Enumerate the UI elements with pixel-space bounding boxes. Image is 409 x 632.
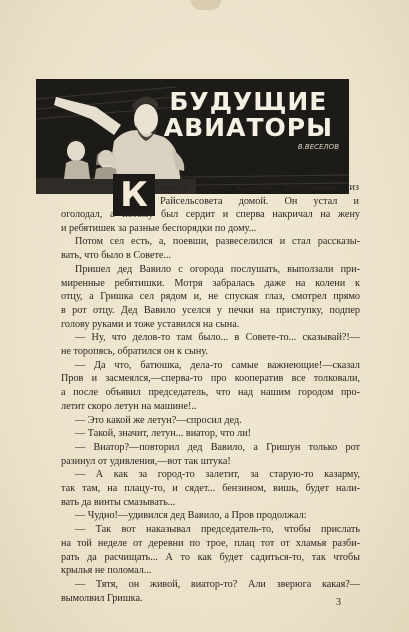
text-line: вать, что было в Совете... [61, 250, 172, 262]
text-line: — Тятя, он живой, виатор-то? Али зверюга какая?— [75, 578, 360, 590]
text-line: летит скоро летун на машине!.. [61, 400, 197, 412]
first-lines-block [160, 181, 359, 208]
text-line: на той неделе от деревни по трое, плац тот от хламья разби- [61, 537, 360, 549]
text-line: а после объявил председатель, что над нашим городом про- [61, 387, 360, 399]
text-line: — Это какой же летун?—спросил дед. [75, 414, 242, 426]
text-line: — Ну, что делов-то там было... в Совете-то... сказывай?!— [75, 332, 360, 344]
text-line: рать да расчищать... А то как будет садиться-то, так чтобы [61, 551, 360, 563]
page-number: 3 [336, 597, 341, 608]
text-line: — Виатор?—повторил дед Вавило, а Гришун только рот [75, 441, 360, 453]
body-text [61, 208, 360, 605]
title-line-2: АВИАТОРЫ [163, 113, 333, 142]
text-line: Пров и засмеялся,—сперва-то про кооператив все толковали, [61, 373, 360, 385]
drop-cap: К [113, 174, 155, 216]
text-line: Потом сел есть, а, поевши, развеселился и стал рассказы- [75, 236, 360, 248]
text-line: оголодал, а потому был сердит и сперва накричал на жену [61, 209, 360, 220]
text-line: миренные ребятишки. Мотря забралась даже на колени к [61, 277, 360, 289]
text-line: голову руками и тоже уставился на сына. [61, 318, 240, 330]
text-line: не торопясь, обратился он к сыну. [61, 346, 208, 358]
text-line: — Так вот наказывал председатель-то, чтобы прислать [75, 524, 360, 536]
text-line: и ребятишек за разные беспорядки по дому... [61, 222, 257, 234]
text-line: вечеру Пров Кузьмин возвратился из [160, 182, 359, 193]
text-line: — Да что, батюшка, дела-то самые важнеющие!—сказал [75, 359, 360, 371]
text-line: в рот отцу. Дед Вавило уселся у печки на приступку, подпер [61, 304, 360, 316]
text-line: Райсельсовета домой. Он устал и [160, 195, 359, 207]
text-line: вымолвил Гришка. [61, 592, 143, 604]
text-line: крылья не поломал... [61, 565, 152, 577]
text-line: вать да винты смазывать... [61, 496, 176, 508]
text-line: так там, на плацу-то, и сядет... бензином, вишь, будет нали- [61, 483, 360, 495]
title-line-1: БУДУЩИЕ [169, 87, 328, 116]
text-line: — Такой, значит, летун... виатор, что ли! [75, 428, 252, 440]
text-line: отцу, а Гришка сел рядом и, не спуская глаз, смотрел прямо [61, 291, 360, 303]
text-line: — А как за город-то залетит, за старую-то казарму, [75, 469, 360, 481]
article-title [164, 89, 333, 141]
page-hole [191, 0, 221, 10]
text-line: разинул от удивления,—вот так штука! [61, 455, 231, 467]
header-illustration [36, 79, 349, 194]
illustrator-signature: В.ВЕСЕЛОВ [297, 143, 339, 151]
text-line: — Чудно!—удивился дед Вавило, а Пров продолжал: [75, 510, 307, 522]
text-line: Пришел дед Вавило с огорода послушать, выползали при- [75, 263, 360, 275]
